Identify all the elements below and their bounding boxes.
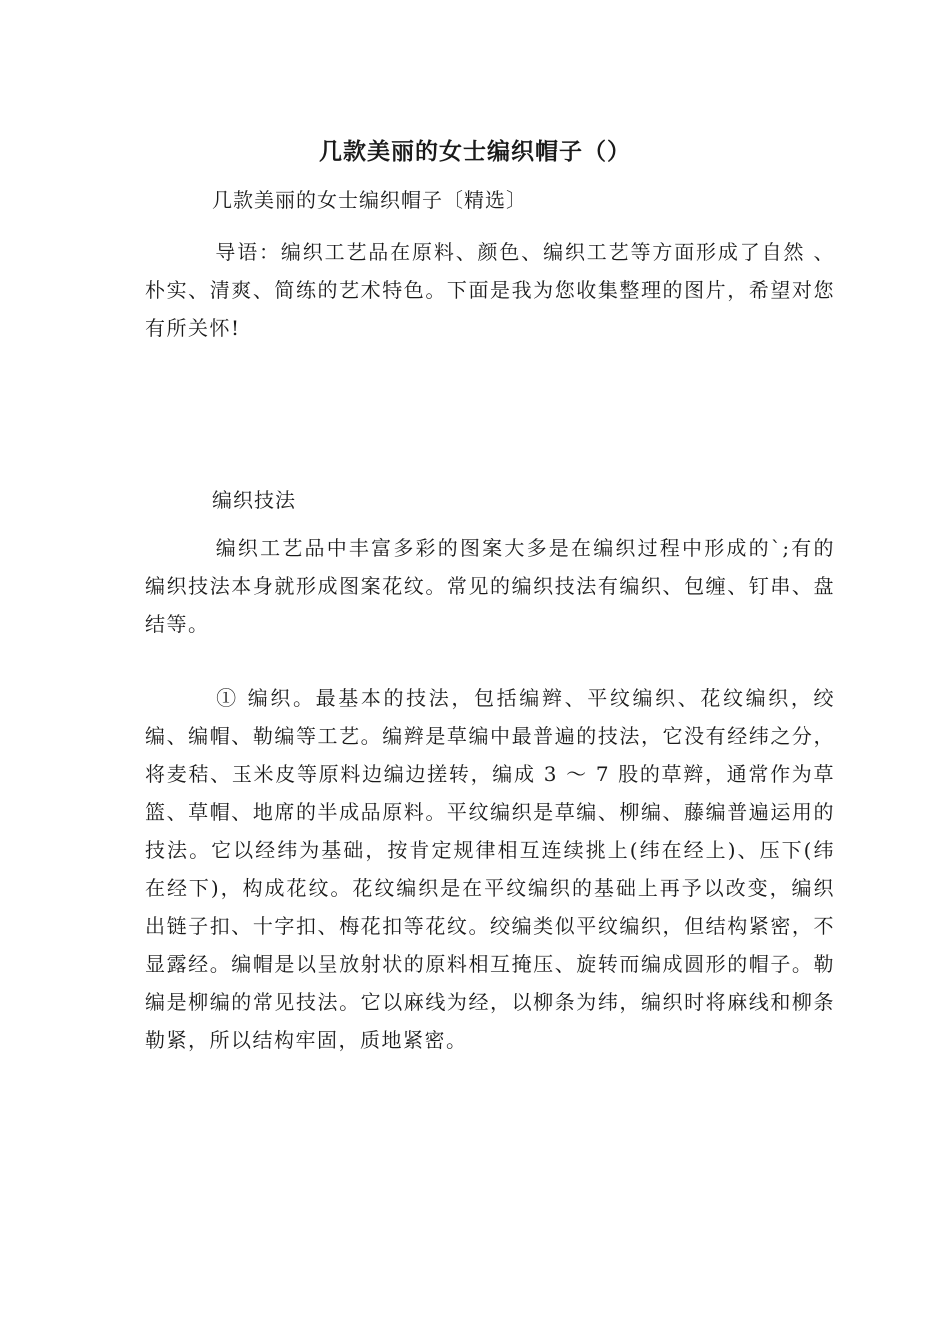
paragraph-text: ① 编织。最基本的技法，包括编辫、平纹编织、花纹编织，绞编、编帽、勒编等工艺。编辫是草编中最普遍的技法，它没有经纬之分，将麦秸、玉米皮等原料边编边搓转，编成 3 ～ 7 股的草辫，通常作为草篮、草帽、地席的半成品原料。平纹编织是草编、柳编、藤编普遍运用的技法。它以经纬为基础，按肯定规律相互连续挑上(纬在经上)、压下(纬在经下)，构成花纹。花纹编织是在平纹编织的基础上再予以改变，编织出链子扣、十字扣、梅花扣等花纹。绞编类似平纹编织，但结构紧密，不显露经。编帽是以呈放射状的原料相互掩压、旋转而编成圆形的帽子。勒编是柳编的常见技法。它以麻线为经，以柳条为纬，编织时将麻线和柳条勒紧，所以结构牢固，质地紧密。 — [145, 686, 835, 1052]
body-paragraph — [145, 679, 835, 1059]
intro-text: 导语：编织工艺品在原料、颜色、编织工艺等方面形成了自然 、朴实、清爽、简练的艺术特色。下面是我为您收集整理的图片，希望对您有所关怀! — [145, 240, 835, 340]
document-subtitle: 几款美丽的女士编织帽子〔精选〕 — [212, 188, 527, 212]
intro-paragraph — [145, 233, 835, 347]
paragraph-text: 编织工艺品中丰富多彩的图案大多是在编织过程中形成的`;有的编织技法本身就形成图案花纹。常见的编织技法有编织、包缠、钉串、盘结等。 — [145, 536, 835, 636]
document-title: 几款美丽的女士编织帽子（） — [319, 139, 631, 165]
body-paragraph — [145, 529, 835, 643]
section-heading: 编织技法 — [212, 488, 296, 512]
